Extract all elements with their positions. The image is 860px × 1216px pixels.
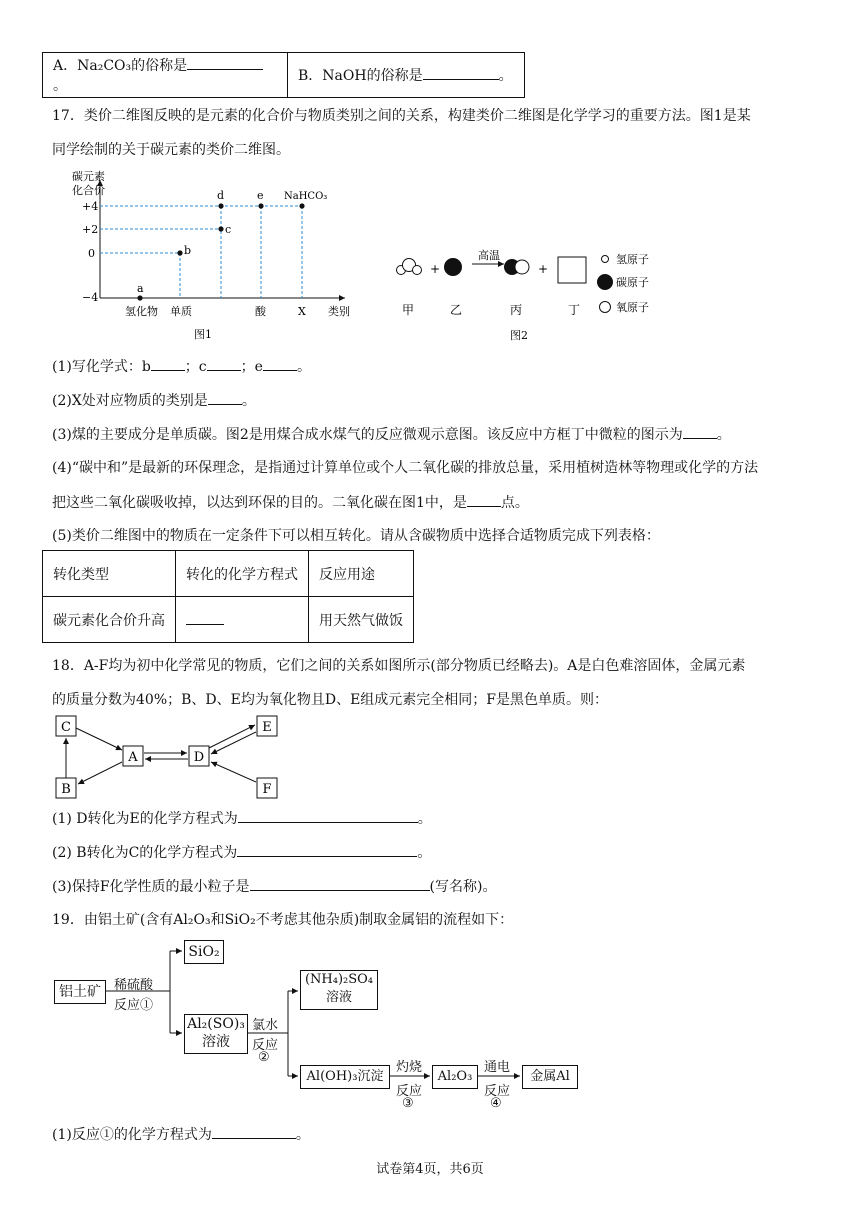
node-al2so3-line2: 溶液 <box>202 1034 230 1050</box>
ytick-0: 0 <box>88 247 95 260</box>
arrow-a-to-b <box>78 762 122 784</box>
label-nahco3: NaHCO₃ <box>284 191 328 202</box>
answer-blank-e[interactable] <box>263 356 297 371</box>
legend-hydrogen: 氢原子 <box>616 253 649 266</box>
punct: 。 <box>417 845 432 861</box>
point-b <box>177 250 182 255</box>
flowchart-connectors <box>52 936 592 1116</box>
condition-high-temp: 高温 <box>478 249 500 262</box>
node-metal-al: 金属Al <box>522 1065 578 1089</box>
q17-conversion-table <box>42 550 414 643</box>
r2-number: ② <box>258 1050 270 1065</box>
table-cell-type: 碳元素化合价升高 <box>43 597 176 643</box>
q18-p1-text: (1) D转化为E的化学方程式为 <box>52 811 238 827</box>
q17-stem-line1: 17．类价二维图反映的是元素的化合价与物质类别之间的关系，构建类价二维图是化学学习的重要方法。图1是某 <box>52 108 751 124</box>
answer-blank[interactable] <box>683 424 717 439</box>
point-a <box>137 295 142 300</box>
legend-oxygen: 氧原子 <box>616 301 649 314</box>
xtick-hydride: 氢化物 <box>125 305 158 318</box>
r4-condition: 通电 <box>484 1060 511 1075</box>
punct: 。 <box>417 811 432 827</box>
page-footer: 试卷第4页，共6页 <box>376 1162 484 1177</box>
table-cell-equation <box>176 597 309 643</box>
figure1-valence-diagram <box>70 168 370 346</box>
q19-stem: 19．由铝土矿(含有Al₂O₃和SiO₂不考虑其他杂质)制取金属铝的流程如下： <box>52 912 514 928</box>
label-b: b <box>184 244 192 257</box>
naoh-label: B．NaOH的俗称是 <box>298 68 423 84</box>
q19-flowchart <box>52 936 592 1116</box>
arrow-d-to-e <box>209 725 255 748</box>
top-answer-table <box>42 52 525 98</box>
q17-part5: (5)类价二维图中的物质在一定条件下可以相互转化。请从含碳物质中选择合适物质完成下列表格： <box>52 528 660 544</box>
box-ding <box>558 257 586 283</box>
plus-sign: + <box>538 262 549 276</box>
q17-p1-e: ；e <box>240 359 263 375</box>
q19-p1-text: (1)反应①的化学方程式为 <box>52 1127 212 1143</box>
figure2-caption: 图2 <box>510 329 528 342</box>
punct: 。 <box>53 78 67 94</box>
q18-part2 <box>52 842 431 863</box>
answer-blank[interactable] <box>250 876 430 891</box>
node-al2so3-line1: Al₂(SO)₃ <box>187 1016 245 1032</box>
xtick-element: 单质 <box>170 305 192 318</box>
r4-label: 反应 <box>484 1084 511 1099</box>
q17-p1-c: ；c <box>184 359 207 375</box>
plus-sign: + <box>430 262 441 276</box>
label-jia: 甲 <box>402 303 415 317</box>
node-sio2: SiO₂ <box>184 940 224 964</box>
y-axis-label-2: 化合价 <box>72 184 105 197</box>
table-cell-use: 用天然气做饭 <box>309 597 414 643</box>
q18-p3-text: (3)保持F化学性质的最小粒子是 <box>52 879 250 895</box>
r2-label: 反应 <box>252 1038 279 1053</box>
q18-stem-line1: 18．A-F均为初中化学常见的物质，它们之间的关系如图所示(部分物质已经略去)。A是白色难溶固体，金属元素 <box>52 658 746 674</box>
table-header-type: 转化类型 <box>43 551 176 597</box>
label-ding: 丁 <box>568 303 581 317</box>
label-d: d <box>217 189 225 202</box>
answer-blank[interactable] <box>423 65 499 80</box>
ytick-plus2: +2 <box>82 223 99 236</box>
figure2-reaction-diagram <box>392 244 662 346</box>
arrow-f-to-d <box>211 762 256 782</box>
answer-blank[interactable] <box>208 390 242 405</box>
table-header-use: 反应用途 <box>309 551 414 597</box>
node-ore: 铝土矿 <box>54 980 106 1004</box>
node-al2o3: Al₂O₃ <box>432 1065 478 1089</box>
arrow-c-to-a <box>76 728 122 750</box>
carbon-atom-yi-icon <box>444 258 462 276</box>
q18-p2-text: (2) B转化为C的化学方程式为 <box>52 845 238 861</box>
q17-part2 <box>52 390 256 411</box>
r1-label: 反应① <box>114 998 154 1013</box>
molecule-bing-co-icon <box>504 259 529 275</box>
r2-reagent: 氯水 <box>252 1018 279 1033</box>
q17-part4-line2 <box>52 492 529 513</box>
r3-label: 反应 <box>396 1084 423 1099</box>
label-a: a <box>137 282 144 295</box>
node-f-label: F <box>262 782 272 797</box>
na2co3-cell <box>43 53 288 98</box>
q18-stem-line2: 的质量分数为40%；B、D、E均为氧化物且D、E组成元素完全相同；F是黑色单质。则： <box>52 692 609 708</box>
carbon-atom-icon <box>597 274 613 290</box>
point-c <box>218 226 223 231</box>
answer-blank-b[interactable] <box>151 356 185 371</box>
q17-part4-line1: (4)“碳中和”是最新的环保理念，是指通过计算单位或个人二氧化碳的排放总量，采用植树造林等物理或化学的方法 <box>52 460 759 476</box>
node-aloh3: Al(OH)₃沉淀 <box>300 1065 390 1089</box>
point-nahco3 <box>299 203 304 208</box>
y-axis-label-1: 碳元素 <box>72 170 105 183</box>
answer-blank[interactable] <box>237 842 417 857</box>
q17-part1 <box>52 356 311 377</box>
answer-blank-c[interactable] <box>207 356 241 371</box>
q19-part1 <box>52 1124 310 1145</box>
ytick-minus4: −4 <box>82 291 99 304</box>
node-d-label: D <box>193 750 205 765</box>
r4-number: ④ <box>490 1096 502 1111</box>
point-e <box>258 203 263 208</box>
q17-p4b-text: 把这些二氧化碳吸收掉，以达到环保的目的。二氧化碳在图1中，是 <box>52 495 467 511</box>
punct: 。 <box>498 68 513 84</box>
answer-blank[interactable] <box>187 55 263 70</box>
xtick-category: 类别 <box>328 305 350 318</box>
oxygen-atom-icon <box>600 302 611 313</box>
punct: 。 <box>716 427 731 443</box>
q17-p1-text: (1)写化学式：b <box>52 359 151 375</box>
q17-part3 <box>52 424 731 445</box>
label-bing: 丙 <box>510 303 523 317</box>
label-c: c <box>225 223 232 236</box>
molecule-jia-icon <box>397 259 422 275</box>
q18-part3 <box>52 876 496 897</box>
node-al2so3 <box>184 1014 248 1054</box>
hydrogen-atom-icon <box>602 256 609 263</box>
punct: 。 <box>241 393 256 409</box>
xtick-x: X <box>298 305 306 318</box>
node-nh4-line2: 溶液 <box>325 990 352 1005</box>
q17-p3-text: (3)煤的主要成分是单质碳。图2是用煤合成水煤气的反应微观示意图。该反应中方框丁中微粒的图示为 <box>52 427 683 443</box>
node-c-label: C <box>61 720 71 735</box>
punct: 。 <box>295 1127 310 1143</box>
xtick-acid: 酸 <box>255 305 266 318</box>
table-header-equation: 转化的化学方程式 <box>176 551 309 597</box>
punct: 点。 <box>500 495 529 511</box>
node-nh4-line1: (NH₄)₂SO₄ <box>304 972 374 987</box>
node-a-label: A <box>128 750 138 765</box>
label-yi: 乙 <box>450 303 463 317</box>
r3-condition: 灼烧 <box>396 1060 423 1075</box>
answer-blank[interactable] <box>467 492 501 507</box>
answer-blank[interactable] <box>238 808 418 823</box>
figure1-caption: 图1 <box>194 328 212 341</box>
r3-number: ③ <box>402 1096 414 1111</box>
legend-carbon: 碳原子 <box>616 276 649 289</box>
answer-blank[interactable] <box>186 610 224 625</box>
node-e-label: E <box>262 720 272 735</box>
naoh-cell <box>288 53 525 98</box>
answer-blank[interactable] <box>212 1124 296 1139</box>
q17-p2-text: (2)X处对应物质的类别是 <box>52 393 208 409</box>
point-d <box>218 203 223 208</box>
punct: (写名称)。 <box>429 879 497 895</box>
na2co3-label: A．Na₂CO₃的俗称是 <box>53 58 188 74</box>
q18-relation-diagram <box>52 712 292 812</box>
node-b-label: B <box>61 782 71 797</box>
q17-stem-line2: 同学绘制的关于碳元素的类价二维图。 <box>52 142 290 158</box>
ytick-plus4: +4 <box>82 200 99 213</box>
node-nh4so4 <box>300 970 378 1010</box>
r1-reagent: 稀硫酸 <box>114 978 154 993</box>
punct: 。 <box>296 359 311 375</box>
q18-part1 <box>52 808 432 829</box>
label-e: e <box>257 189 264 202</box>
